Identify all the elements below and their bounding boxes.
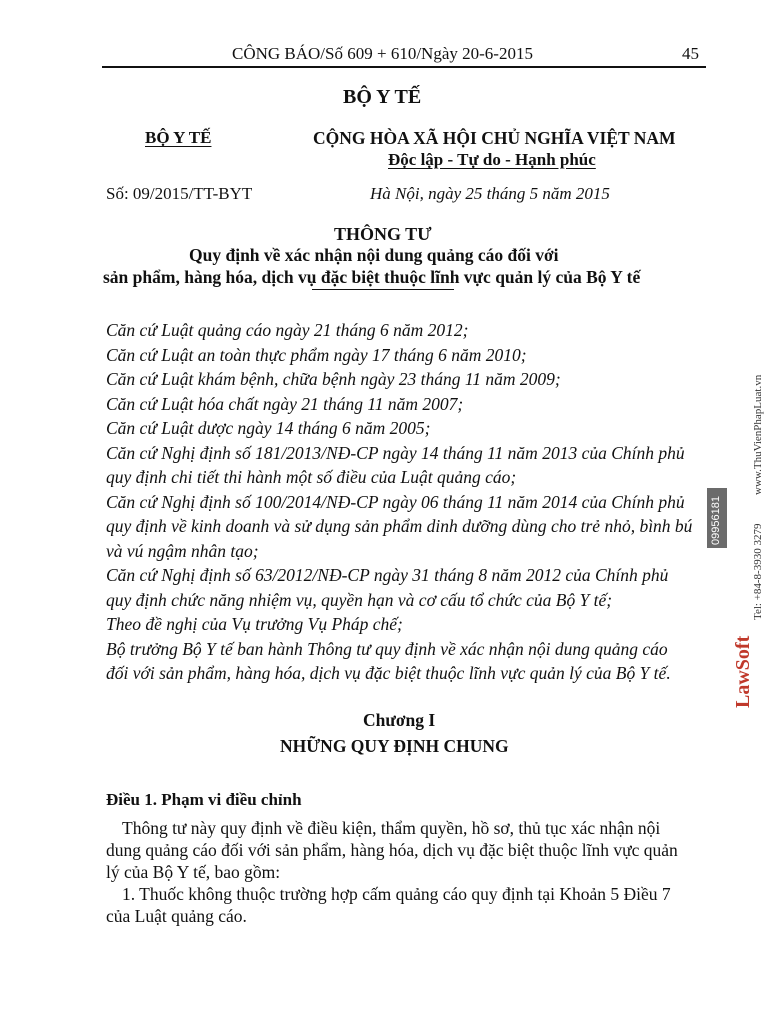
- document-title-line-2: sản phẩm, hàng hóa, dịch vụ đặc biệt thuộc lĩnh vực quản lý của Bộ Y tế: [103, 267, 641, 287]
- preamble-line: Căn cứ Luật an toàn thực phẩm ngày 17 tháng 6 năm 2010;: [106, 344, 527, 365]
- preamble-line: Căn cứ Luật hóa chất ngày 21 tháng 11 năm 2007;: [106, 393, 464, 414]
- article-body: [106, 817, 700, 927]
- brand-logo: LawSoft: [732, 635, 754, 708]
- preamble-line: quy định chi tiết thi hành một số điều của Luật quảng cáo;: [106, 467, 517, 487]
- running-title: CÔNG BÁO/Số 609 + 610/Ngày 20-6-2015: [232, 44, 533, 63]
- header-divider: [102, 66, 706, 68]
- preamble-line: Bộ trưởng Bộ Y tế ban hành Thông tư quy định về xác nhận nội dung quảng cáo: [106, 638, 668, 659]
- contact-phone: Tel: +84-8-3930 3279: [752, 523, 764, 620]
- preamble: [106, 318, 702, 686]
- preamble-line: Căn cứ Nghị định số 63/2012/NĐ-CP ngày 31 tháng 8 năm 2012 của Chính phủ: [106, 565, 669, 585]
- article-line: lý của Bộ Y tế, bao gồm:: [106, 862, 281, 882]
- page-number: 45: [682, 44, 699, 63]
- preamble-line: Căn cứ Nghị định số 181/2013/NĐ-CP ngày 14 tháng 11 năm 2013 của Chính phủ: [106, 442, 685, 463]
- preamble-line: Căn cứ Nghị định số 100/2014/NĐ-CP ngày 06 tháng 11 năm 2014 của Chính phủ: [106, 491, 685, 512]
- chapter-label: Chương I: [363, 710, 436, 730]
- document-number: Số: 09/2015/TT-BYT: [106, 184, 253, 203]
- preamble-line: Căn cứ Luật quảng cáo ngày 21 tháng 6 năm 2012;: [106, 320, 469, 340]
- preamble-line: Căn cứ Luật dược ngày 14 tháng 6 năm 2005;: [106, 418, 431, 438]
- article-line: 1. Thuốc không thuộc trường hợp cấm quảng cáo quy định tại Khoản 5 Điều 7: [122, 884, 671, 904]
- document-title-line-1: Quy định về xác nhận nội dung quảng cáo đối với: [189, 245, 559, 265]
- preamble-line: Theo đề nghị của Vụ trưởng Vụ Pháp chế;: [106, 614, 403, 634]
- document-id-badge: [707, 488, 727, 548]
- title-underline: [312, 289, 454, 290]
- article-line: dung quảng cáo đối với sản phẩm, hàng hóa, dịch vụ đặc biệt thuộc lĩnh vực quản: [106, 840, 678, 860]
- preamble-line: và vú ngậm nhân tạo;: [106, 540, 259, 561]
- issuer-name: BỘ Y TẾ: [145, 128, 212, 147]
- place-date: Hà Nội, ngày 25 tháng 5 năm 2015: [370, 184, 610, 203]
- preamble-line: đối với sản phẩm, hàng hóa, dịch vụ đặc biệt thuộc lĩnh vực quản lý của Bộ Y tế.: [106, 663, 671, 683]
- preamble-line: Căn cứ Luật khám bệnh, chữa bệnh ngày 23 tháng 11 năm 2009;: [106, 369, 561, 389]
- article-line: Thông tư này quy định về điều kiện, thẩm quyền, hồ sơ, thủ tục xác nhận nội: [122, 818, 661, 838]
- preamble-line: quy định chức năng nhiệm vụ, quyền hạn và cơ cấu tổ chức của Bộ Y tế;: [106, 589, 613, 610]
- chapter-title: NHỮNG QUY ĐỊNH CHUNG: [280, 736, 509, 756]
- website-url: www.ThuVienPhapLuat.vn: [752, 374, 764, 495]
- article-line: của Luật quảng cáo.: [106, 906, 247, 926]
- article-heading: Điều 1. Phạm vi điều chỉnh: [106, 790, 302, 809]
- ministry-heading: BỘ Y TẾ: [343, 86, 422, 108]
- national-motto: Độc lập - Tự do - Hạnh phúc: [388, 150, 596, 169]
- preamble-line: quy định về kinh doanh và sử dụng sản phẩm dinh dưỡng dùng cho trẻ nhỏ, bình bú: [106, 516, 693, 536]
- country-name: CỘNG HÒA XÃ HỘI CHỦ NGHĨA VIỆT NAM: [313, 128, 676, 148]
- badge-number: 09956181: [710, 496, 722, 545]
- document-type: THÔNG TƯ: [334, 224, 432, 244]
